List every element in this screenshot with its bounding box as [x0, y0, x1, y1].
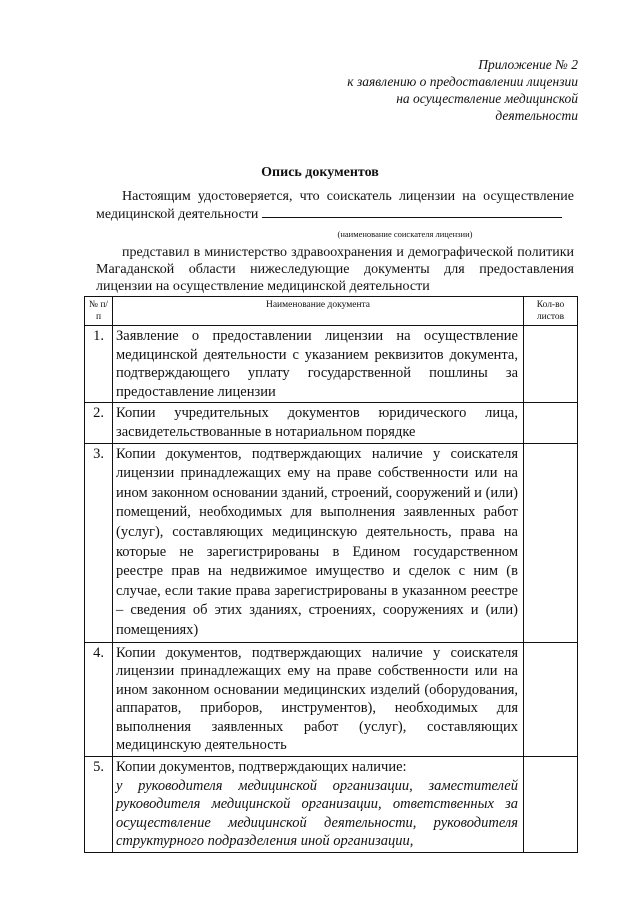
- appendix-line-3: на осуществление медицинской: [396, 91, 578, 106]
- row-number: 3.: [85, 443, 113, 642]
- applicant-caption: (наименование соискателя лицензии): [337, 229, 473, 239]
- row-sheet-count[interactable]: [524, 403, 578, 443]
- intro-block: [96, 188, 574, 295]
- intro-text-1: Настоящим удостоверяется, что соискатель лицензии на осуществление медицинской деятельности: [96, 189, 574, 222]
- row-sheet-count[interactable]: [524, 642, 578, 757]
- intro-paragraph-2: представил в министерство здравоохранения и демографической политики Магаданской области нижеследующие документы для предоставления лицензии на осуществление медицинской деятельности: [96, 245, 574, 294]
- header-sheet-count: Кол-во листов: [524, 297, 578, 326]
- intro-paragraph-1: [96, 188, 574, 223]
- table-row: [85, 326, 578, 403]
- table-header-row: [85, 297, 578, 326]
- row-sheet-count[interactable]: [524, 757, 578, 853]
- row-sheet-count[interactable]: [524, 326, 578, 403]
- appendix-line-4: деятельности: [495, 108, 578, 123]
- header-document-name: Наименование документа: [113, 297, 524, 326]
- appendix-line-2: к заявлению о предоставлении лицензии: [347, 74, 578, 89]
- applicant-name-line[interactable]: [262, 205, 562, 218]
- table-row: [85, 757, 578, 853]
- row-number: 4.: [85, 642, 113, 757]
- row-document-name: Заявление о предоставлении лицензии на осуществление медицинской деятельности с указанием реквизитов документа, подтверждающего уплату государственной пошлины за предоставление лицензии: [113, 326, 524, 403]
- appendix-number: Приложение № 2: [478, 57, 578, 72]
- row-5-italic-text: у руководителя медицинской организации, заместителей руководителя медицинской организации, ответственных за осуществление медицинской деятельности, руководителя структурного подразделения иной организации,: [116, 777, 518, 850]
- row-document-name: Копии документов, подтверждающих наличие у соискателя лицензии принадлежащих ему на праве собственности или на ином законном основании медицинских изделий (оборудования, аппаратов, приборов, инструментов), необходимых для выполнения заявленных работ (услуг), составляющих медицинскую деятельность: [113, 642, 524, 757]
- row-document-name: [113, 757, 524, 853]
- table-row: [85, 642, 578, 757]
- table-row: [85, 443, 578, 642]
- table-row: [85, 403, 578, 443]
- header-number: № п/п: [85, 297, 113, 326]
- row-5-lead-text: Копии документов, подтверждающих наличие:: [116, 759, 407, 776]
- appendix-note: [278, 56, 578, 124]
- row-number: 1.: [85, 326, 113, 403]
- row-document-name: Копии учредительных документов юридического лица, засвидетельствованные в нотариальном порядке: [113, 403, 524, 443]
- row-document-name: Копии документов, подтверждающих наличие у соискателя лицензии принадлежащих ему на праве собственности или на ином законном основании зданий, строений, сооружений и (или) помещений, необходимых для выполнения заявленных работ (услуг), составляющих медицинскую деятельность, права на которые не зарегистрированы в Едином государственном реестре прав на недвижимое имущество и сделок с ним (в случае, если такие права зарегистрированы в указанном реестре – сведения об этих зданиях, строениях, сооружениях и (или) помещениях): [113, 443, 524, 642]
- row-sheet-count[interactable]: [524, 443, 578, 642]
- row-number: 2.: [85, 403, 113, 443]
- document-title: Опись документов: [261, 165, 379, 180]
- row-number: 5.: [85, 757, 113, 853]
- documents-table: [84, 296, 578, 853]
